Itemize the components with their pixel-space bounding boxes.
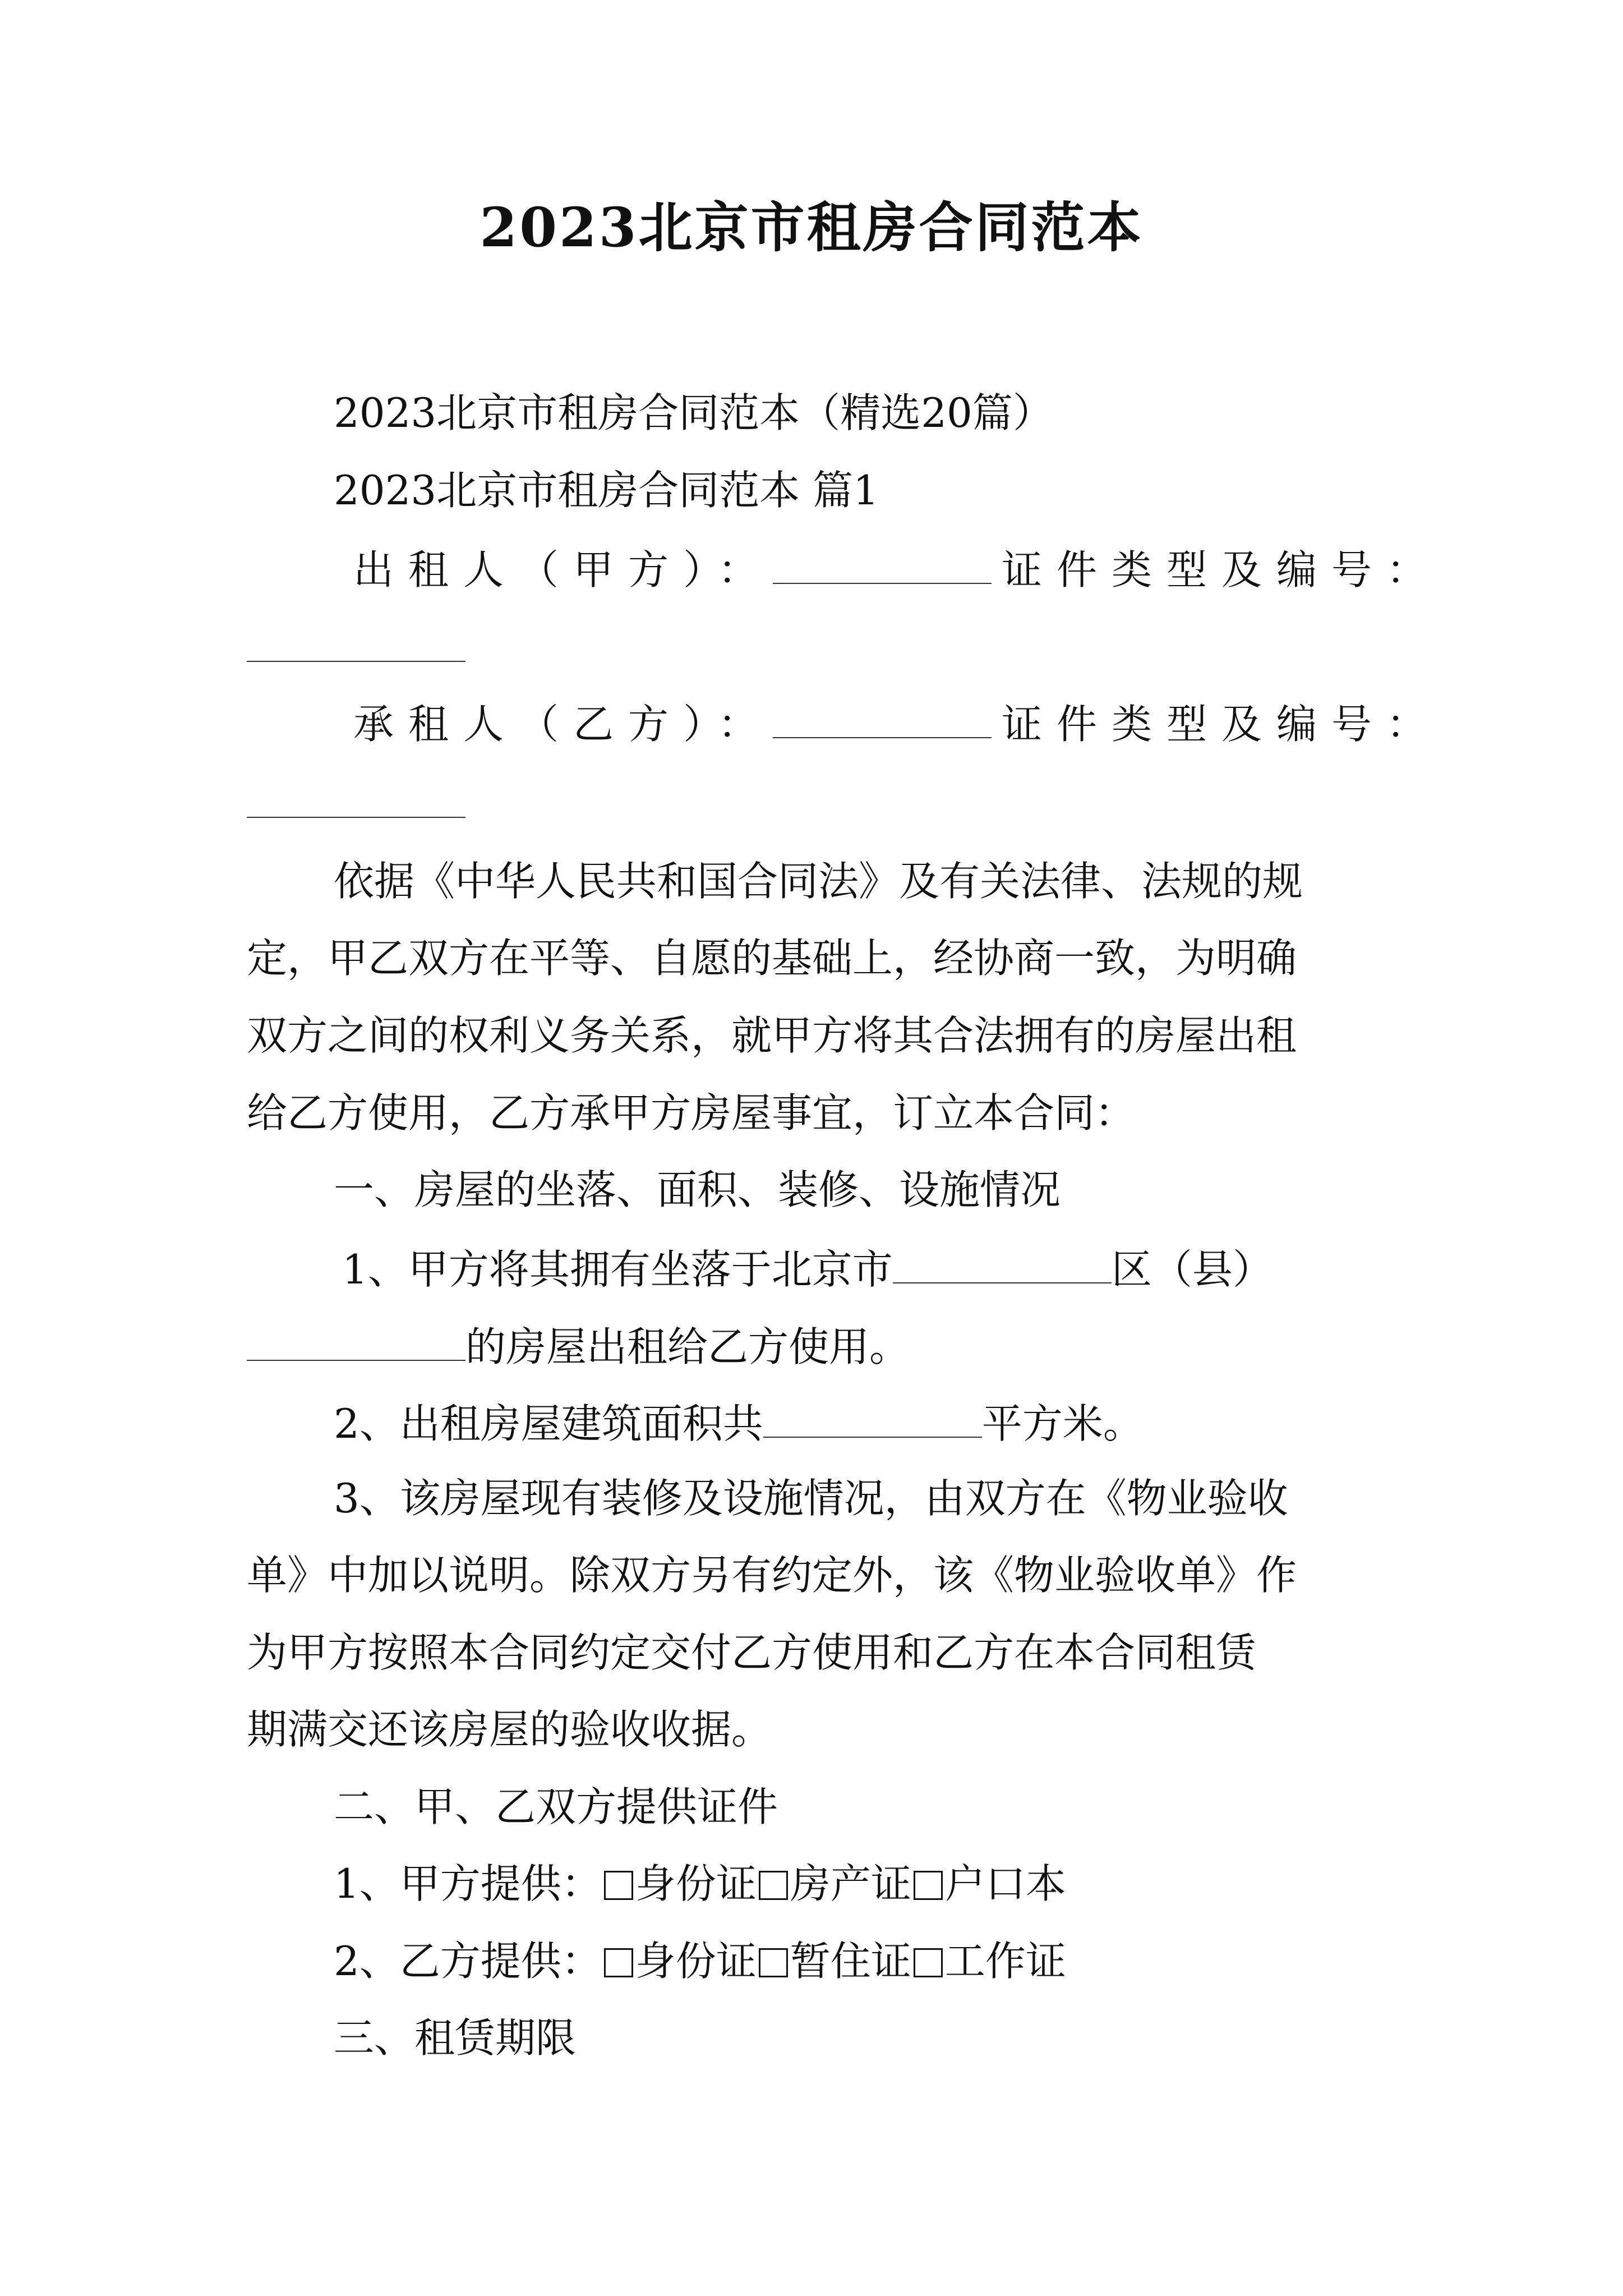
area-blank[interactable] xyxy=(763,1401,982,1438)
item-1-3-line-4: 期满交还该房屋的验收收据。 xyxy=(247,1706,772,1753)
party-a-provides-label: 1、甲方提供： xyxy=(334,1860,602,1907)
lessor-line xyxy=(353,546,1442,593)
party-b-doc-2: 暂住证 xyxy=(790,1938,911,1985)
document-title: 2023北京市租房合同范本 xyxy=(479,196,1144,259)
party-a-doc-2: 房产证 xyxy=(790,1860,911,1907)
lessee-label: 承租人（乙方）： xyxy=(353,701,773,748)
lessor-id-type-label: 证件类型及编号： xyxy=(1002,546,1442,593)
item-1-1-line-2 xyxy=(247,1323,910,1370)
lessee-name-blank[interactable] xyxy=(773,701,992,738)
id-card-checkbox[interactable] xyxy=(604,1871,633,1900)
preamble-line-1: 依据《中华人民共和国合同法》及有关法律、法规的规 xyxy=(334,858,1303,905)
item-1-2-suffix: 平方米。 xyxy=(981,1400,1144,1447)
work-permit-checkbox[interactable] xyxy=(914,1948,943,1977)
lessor-id-blank[interactable] xyxy=(247,661,465,662)
household-register-checkbox[interactable] xyxy=(914,1871,943,1900)
party-b-doc-1: 身份证 xyxy=(635,1938,757,1985)
district-blank[interactable] xyxy=(893,1246,1112,1283)
item-1-2-prefix: 2、出租房屋建筑面积共 xyxy=(334,1400,763,1447)
article-3-heading: 三、租赁期限 xyxy=(334,2014,577,2062)
party-a-docs-line xyxy=(334,1860,1066,1907)
item-1-1-prefix: 1、甲方将其拥有坐落于北京市 xyxy=(342,1246,893,1293)
lessor-name-blank[interactable] xyxy=(773,547,992,584)
subtitle: 2023北京市租房合同范本（精选20篇） xyxy=(334,389,1053,436)
residence-permit-checkbox[interactable] xyxy=(759,1948,788,1977)
lessor-label: 出租人（甲方）： xyxy=(353,546,773,593)
lessee-id-type-label: 证件类型及编号： xyxy=(1002,701,1442,748)
preamble-line-3: 双方之间的权利义务关系，就甲方将其合法拥有的房屋出租 xyxy=(247,1012,1297,1059)
item-1-3-line-3: 为甲方按照本合同约定交付乙方使用和乙方在本合同租赁 xyxy=(247,1629,1257,1676)
item-1-3-line-2: 单》中加以说明。除双方另有约定外，该《物业验收单》作 xyxy=(247,1552,1297,1599)
item-1-2-line xyxy=(334,1400,1144,1447)
item-1-1-district: 区（县） xyxy=(1111,1246,1273,1293)
party-b-provides-label: 2、乙方提供： xyxy=(334,1938,602,1985)
party-b-doc-3: 工作证 xyxy=(944,1938,1066,1985)
lessee-line xyxy=(353,701,1442,748)
item-1-3-line-1: 3、该房屋现有装修及设施情况，由双方在《物业验收 xyxy=(334,1475,1288,1522)
party-a-doc-3: 户口本 xyxy=(944,1860,1066,1907)
article-2-heading: 二、甲、乙双方提供证件 xyxy=(334,1783,778,1830)
item-1-1-suffix: 的房屋出租给乙方使用。 xyxy=(465,1323,910,1370)
item-1-1-line xyxy=(342,1246,1273,1293)
id-card-checkbox[interactable] xyxy=(604,1948,633,1977)
party-b-docs-line xyxy=(334,1938,1066,1985)
preamble-line-4: 给乙方使用，乙方承甲方房屋事宜，订立本合同： xyxy=(247,1089,1136,1137)
section-heading: 2023北京市租房合同范本 篇1 xyxy=(334,467,879,514)
preamble-line-2: 定，甲乙双方在平等、自愿的基础上，经协商一致，为明确 xyxy=(247,935,1297,982)
lessee-id-blank[interactable] xyxy=(247,817,465,818)
address-blank[interactable] xyxy=(247,1324,465,1361)
article-1-heading: 一、房屋的坐落、面积、装修、设施情况 xyxy=(334,1166,1061,1213)
property-cert-checkbox[interactable] xyxy=(759,1871,788,1900)
party-a-doc-1: 身份证 xyxy=(635,1860,757,1907)
